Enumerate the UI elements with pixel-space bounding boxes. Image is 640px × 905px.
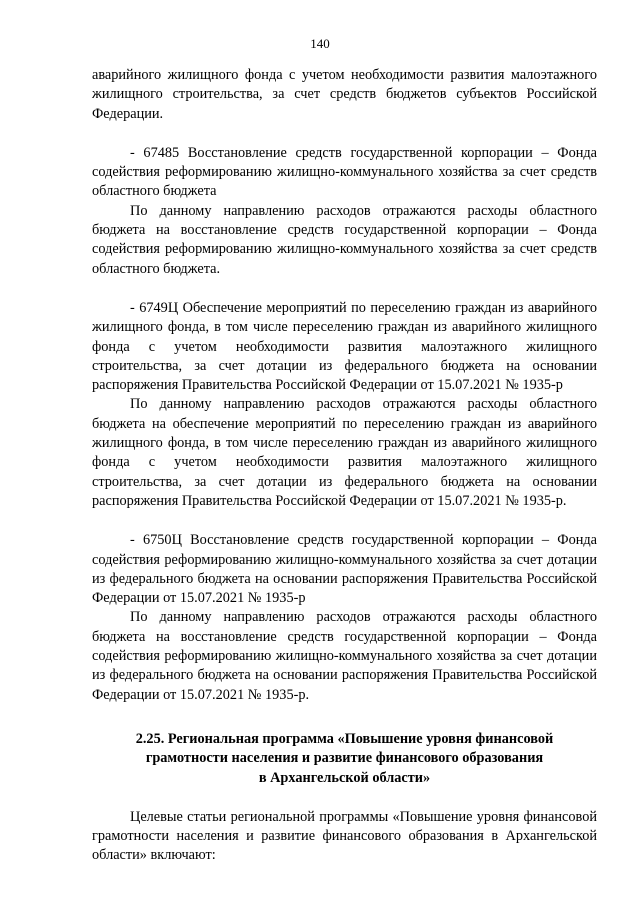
paragraph-continuation: аварийного жилищного фонда с учетом необходимости развития малоэтажного жилищного строительства, за счет средств бюджетов субъектов Российской Федерации. [92, 67, 597, 122]
section-heading-line-3: в Архангельской области» [258, 769, 431, 786]
document-body [92, 66, 597, 866]
section-heading-line-2: грамотности населения и развитие финансового образования [145, 750, 544, 767]
paragraph-item-6749c: - 6749Ц Обеспечение мероприятий по переселению граждан из аварийного жилищного фонда, в том числе переселению граждан из аварийного жилищного фонда с учетом необходимости развития малоэтажного жилищного строительства, за счет дотации из федерального бюджета на основании распоряжения Правительства Российской Федерации от 15.07.2021 № 1935-р [92, 299, 597, 394]
paragraph-item-67485: - 67485 Восстановление средств государственной корпорации – Фонда содействия реформированию жилищно-коммунального хозяйства за счет средств областного бюджета [92, 144, 597, 200]
section-heading [92, 730, 597, 788]
section-heading-line-1: 2.25. Региональная программа «Повышение уровня финансовой [135, 730, 554, 747]
paragraph-item-6750c: - 6750Ц Восстановление средств государственной корпорации – Фонда содействия реформированию жилищно-коммунального хозяйства за счет дотации из федерального бюджета на основании распоряжения Правительства Российской Федерации от 15.07.2021 № 1935-р [92, 532, 597, 607]
paragraph-description-6750c: По данному направлению расходов отражаются расходы областного бюджета на восстановление средств государственной корпорации – Фонда содействия реформированию жилищно-коммунального хозяйства за счет дотации из федерального бюджета на основании распоряжения Правительства Российской Федерации от 15.07.2021 № 1935-р. [92, 609, 597, 703]
paragraph-program-intro: Целевые статьи региональной программы «Повышение уровня финансовой грамотности населения и развитие финансового образования в Архангельской области» включают: [92, 808, 597, 864]
paragraph-description-6749c: По данному направлению расходов отражаются расходы областного бюджета на обеспечение мероприятий по переселению граждан из аварийного жилищного фонда, в том числе переселению граждан из аварийного жилищного фонда с учетом необходимости развития малоэтажного жилищного строительства, за счет дотации из федерального бюджета на основании распоряжения Правительства Российской Федерации от 15.07.2021 № 1935-р. [92, 396, 597, 509]
paragraph-description-67485: По данному направлению расходов отражаются расходы областного бюджета на восстановление средств государственной корпорации – Фонда содействия реформированию жилищно-коммунального хозяйства за счет средств областного бюджета. [92, 202, 597, 277]
page-number: 140 [310, 36, 330, 51]
